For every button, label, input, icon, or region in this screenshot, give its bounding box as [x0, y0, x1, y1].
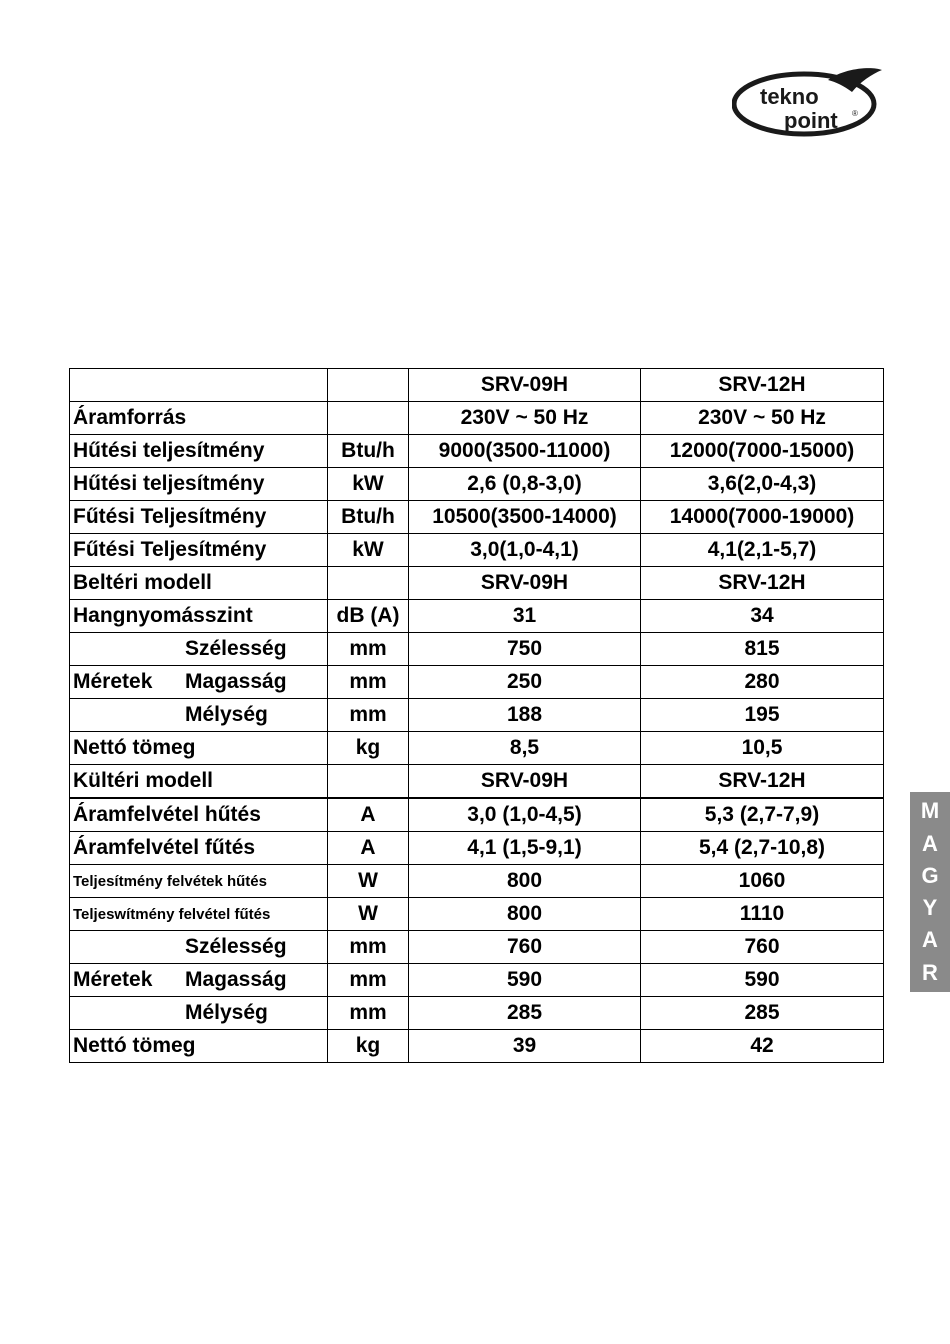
specifications-table: [69, 368, 884, 1063]
table-row: [70, 501, 884, 534]
row-value-srv09h: 750: [409, 633, 641, 666]
side-tab-letter: A: [922, 927, 938, 953]
dimension-label: Szélesség: [185, 935, 287, 958]
row-value-srv12h: 14000(7000-19000): [641, 501, 884, 534]
row-label: [70, 633, 328, 666]
row-value-srv09h: SRV-09H: [409, 765, 641, 799]
table-row: [70, 765, 884, 799]
row-value-srv09h: 285: [409, 997, 641, 1030]
row-label: [70, 931, 328, 964]
tekno-point-logo: [732, 66, 884, 138]
row-label: Fűtési Teljesítmény: [70, 534, 328, 567]
row-value-srv12h: 12000(7000-15000): [641, 435, 884, 468]
row-unit: W: [328, 865, 409, 898]
row-value-srv12h: 34: [641, 600, 884, 633]
dimension-label: Magasság: [185, 968, 287, 991]
row-value-srv09h: 3,0 (1,0-4,5): [409, 798, 641, 832]
row-value-srv09h: 800: [409, 898, 641, 931]
row-value-srv12h: 42: [641, 1030, 884, 1063]
header-model-srv09h: SRV-09H: [409, 369, 641, 402]
table-row: [70, 402, 884, 435]
row-value-srv12h: SRV-12H: [641, 765, 884, 799]
row-unit: mm: [328, 997, 409, 1030]
header-cell: [328, 369, 409, 402]
row-unit: mm: [328, 699, 409, 732]
table-row: [70, 666, 884, 699]
row-label: Teljeswítmény felvétel fűtés: [70, 898, 328, 931]
row-label: [70, 699, 328, 732]
row-value-srv09h: 250: [409, 666, 641, 699]
row-value-srv09h: 31: [409, 600, 641, 633]
dimensions-group-label: Méretek: [73, 670, 153, 693]
row-value-srv12h: 1110: [641, 898, 884, 931]
row-value-srv09h: 590: [409, 964, 641, 997]
registered-mark: ®: [852, 109, 858, 118]
dimension-label: Mélység: [185, 703, 268, 726]
table-row: [70, 931, 884, 964]
row-unit: kW: [328, 534, 409, 567]
row-value-srv12h: 230V ~ 50 Hz: [641, 402, 884, 435]
row-unit: A: [328, 832, 409, 865]
language-side-tab: [910, 792, 950, 992]
row-label: Áramforrás: [70, 402, 328, 435]
row-value-srv12h: 1060: [641, 865, 884, 898]
row-unit: [328, 402, 409, 435]
row-label: Hűtési teljesítmény: [70, 468, 328, 501]
row-unit: mm: [328, 931, 409, 964]
row-value-srv09h: 4,1 (1,5-9,1): [409, 832, 641, 865]
row-unit: W: [328, 898, 409, 931]
table-row: [70, 633, 884, 666]
row-value-srv12h: 5,4 (2,7-10,8): [641, 832, 884, 865]
table-row: [70, 997, 884, 1030]
row-label: [70, 997, 328, 1030]
row-unit: Btu/h: [328, 501, 409, 534]
row-value-srv12h: 10,5: [641, 732, 884, 765]
row-label: Áramfelvétel hűtés: [70, 798, 328, 832]
row-value-srv09h: 800: [409, 865, 641, 898]
table-row: [70, 964, 884, 997]
row-value-srv12h: 195: [641, 699, 884, 732]
row-value-srv09h: 2,6 (0,8-3,0): [409, 468, 641, 501]
row-value-srv09h: 9000(3500-11000): [409, 435, 641, 468]
row-unit: kW: [328, 468, 409, 501]
row-label: Nettó tömeg: [70, 1030, 328, 1063]
row-unit: mm: [328, 633, 409, 666]
table-row: [70, 798, 884, 832]
row-value-srv12h: 5,3 (2,7-7,9): [641, 798, 884, 832]
dimension-label: Mélység: [185, 1001, 268, 1024]
table-header-row: [70, 369, 884, 402]
row-unit: mm: [328, 964, 409, 997]
row-unit: mm: [328, 666, 409, 699]
row-value-srv12h: 815: [641, 633, 884, 666]
table-row: [70, 600, 884, 633]
row-value-srv09h: 3,0(1,0-4,1): [409, 534, 641, 567]
side-tab-letter: G: [921, 862, 939, 888]
row-label: [70, 964, 328, 997]
header-model-srv12h: SRV-12H: [641, 369, 884, 402]
row-value-srv12h: 590: [641, 964, 884, 997]
row-unit: Btu/h: [328, 435, 409, 468]
row-value-srv09h: 230V ~ 50 Hz: [409, 402, 641, 435]
row-value-srv09h: 8,5: [409, 732, 641, 765]
dimension-label: Szélesség: [185, 637, 287, 660]
side-tab-letter: R: [922, 959, 938, 985]
logo-word-tekno: tekno: [760, 84, 819, 109]
side-tab-letter: A: [922, 830, 938, 856]
row-unit: kg: [328, 1030, 409, 1063]
dimensions-group-label: Méretek: [73, 968, 153, 991]
table-row: [70, 699, 884, 732]
row-value-srv12h: 4,1(2,1-5,7): [641, 534, 884, 567]
side-tab-letter: Y: [922, 895, 938, 921]
row-value-srv09h: 188: [409, 699, 641, 732]
row-value-srv12h: SRV-12H: [641, 567, 884, 600]
row-label: Hűtési teljesítmény: [70, 435, 328, 468]
row-unit: kg: [328, 732, 409, 765]
row-value-srv12h: 285: [641, 997, 884, 1030]
row-value-srv12h: 3,6(2,0-4,3): [641, 468, 884, 501]
table-row: [70, 865, 884, 898]
table-row: [70, 468, 884, 501]
row-unit: [328, 765, 409, 799]
table-row: [70, 732, 884, 765]
row-label: Beltéri modell: [70, 567, 328, 600]
table-row: [70, 832, 884, 865]
side-tab-letter: M: [920, 798, 940, 824]
row-unit: A: [328, 798, 409, 832]
row-value-srv09h: 10500(3500-14000): [409, 501, 641, 534]
row-label: Kültéri modell: [70, 765, 328, 799]
row-label: Hangnyomásszint: [70, 600, 328, 633]
row-value-srv12h: 280: [641, 666, 884, 699]
row-value-srv09h: 760: [409, 931, 641, 964]
row-label: Nettó tömeg: [70, 732, 328, 765]
table-row: [70, 567, 884, 600]
logo-word-point: point: [784, 108, 838, 133]
row-unit: [328, 567, 409, 600]
row-value-srv09h: SRV-09H: [409, 567, 641, 600]
row-value-srv09h: 39: [409, 1030, 641, 1063]
row-unit: dB (A): [328, 600, 409, 633]
table-row: [70, 1030, 884, 1063]
row-label: Teljesítmény felvétek hűtés: [70, 865, 328, 898]
table-row: [70, 534, 884, 567]
header-cell: [70, 369, 328, 402]
row-label: Fűtési Teljesítmény: [70, 501, 328, 534]
dimension-label: Magasság: [185, 670, 287, 693]
row-value-srv12h: 760: [641, 931, 884, 964]
row-label: Áramfelvétel fűtés: [70, 832, 328, 865]
row-label: [70, 666, 328, 699]
table-row: [70, 898, 884, 931]
table-row: [70, 435, 884, 468]
